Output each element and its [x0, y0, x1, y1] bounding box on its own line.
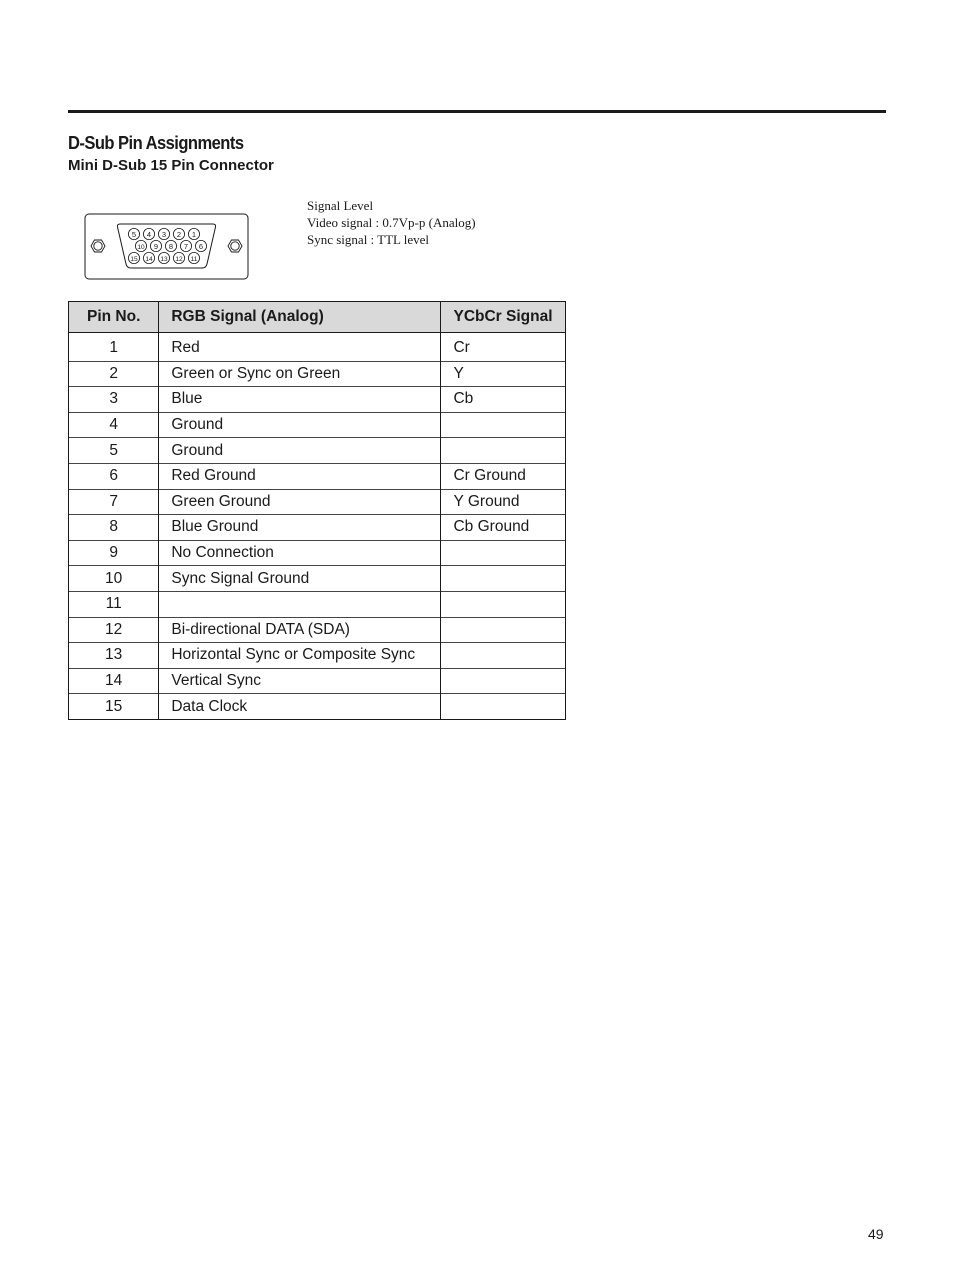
cell-rgb-signal: Blue [159, 387, 441, 413]
cell-pin-no: 7 [69, 489, 159, 515]
screw-left-icon [91, 240, 105, 252]
header-rule [68, 110, 886, 113]
table-row [69, 566, 566, 592]
connector-pin-label: 15 [130, 255, 138, 263]
cell-ycbcr-signal: Y Ground [441, 489, 566, 515]
cell-ycbcr-signal [441, 566, 566, 592]
cell-pin-no: 13 [69, 643, 159, 669]
signal-level-info [307, 197, 476, 248]
page-number: 49 [868, 1226, 884, 1242]
cell-rgb-signal: Green Ground [159, 489, 441, 515]
table-row [69, 412, 566, 438]
cell-pin-no: 11 [69, 591, 159, 617]
cell-ycbcr-signal: Cb Ground [441, 515, 566, 541]
cell-ycbcr-signal: Cr [441, 333, 566, 362]
table-row [69, 333, 566, 362]
cell-rgb-signal: Bi-directional DATA (SDA) [159, 617, 441, 643]
cell-ycbcr-signal [441, 617, 566, 643]
screw-right-icon [228, 240, 242, 252]
table-row [69, 489, 566, 515]
cell-pin-no: 8 [69, 515, 159, 541]
cell-pin-no: 10 [69, 566, 159, 592]
cell-pin-no: 9 [69, 540, 159, 566]
table-row [69, 591, 566, 617]
header-pin-no: Pin No. [69, 302, 159, 333]
cell-ycbcr-signal: Cb [441, 387, 566, 413]
table-row [69, 438, 566, 464]
video-signal-spec: Video signal : 0.7Vp-p (Analog) [307, 215, 476, 230]
cell-rgb-signal: Blue Ground [159, 515, 441, 541]
cell-rgb-signal [159, 591, 441, 617]
cell-rgb-signal: Ground [159, 412, 441, 438]
cell-rgb-signal: Sync Signal Ground [159, 566, 441, 592]
connector-pin-label: 12 [175, 255, 183, 263]
cell-ycbcr-signal: Cr Ground [441, 463, 566, 489]
cell-rgb-signal: Green or Sync on Green [159, 361, 441, 387]
signal-level-heading: Signal Level [307, 198, 374, 213]
pin-assignment-table [68, 301, 566, 720]
connector-pin-label: 14 [145, 255, 153, 263]
cell-rgb-signal: Data Clock [159, 694, 441, 720]
cell-pin-no: 4 [69, 412, 159, 438]
table-row [69, 540, 566, 566]
cell-ycbcr-signal [441, 438, 566, 464]
connector-pin-label: 10 [137, 243, 145, 251]
cell-rgb-signal: No Connection [159, 540, 441, 566]
cell-rgb-signal: Vertical Sync [159, 668, 441, 694]
sync-signal-spec: Sync signal : TTL level [307, 232, 430, 247]
table-row [69, 617, 566, 643]
cell-pin-no: 1 [69, 333, 159, 362]
table-header-row [69, 302, 566, 333]
cell-ycbcr-signal [441, 694, 566, 720]
connector-pin-label: 3 [161, 229, 167, 239]
cell-pin-no: 6 [69, 463, 159, 489]
connector-pin-label: 2 [176, 229, 182, 239]
cell-rgb-signal: Horizontal Sync or Composite Sync [159, 643, 441, 669]
cell-pin-no: 12 [69, 617, 159, 643]
table-row [69, 463, 566, 489]
cell-ycbcr-signal [441, 668, 566, 694]
connector-pin-label: 6 [198, 241, 204, 251]
table-row [69, 694, 566, 720]
cell-ycbcr-signal [441, 643, 566, 669]
header-ycbcr-signal: YCbCr Signal [441, 302, 566, 333]
section-subtitle: Mini D-Sub 15 Pin Connector [68, 157, 274, 174]
connector-pin-label: 7 [183, 241, 189, 251]
connector-pin-label: 4 [146, 229, 152, 239]
cell-pin-no: 3 [69, 387, 159, 413]
table-row [69, 643, 566, 669]
connector-pin-label: 5 [131, 229, 137, 239]
cell-pin-no: 5 [69, 438, 159, 464]
cell-pin-no: 14 [69, 668, 159, 694]
cell-rgb-signal: Red Ground [159, 463, 441, 489]
cell-ycbcr-signal [441, 591, 566, 617]
cell-pin-no: 2 [69, 361, 159, 387]
dsub-connector-diagram [84, 213, 249, 280]
connector-pin-label: 8 [168, 241, 174, 251]
cell-rgb-signal: Red [159, 333, 441, 362]
cell-ycbcr-signal: Y [441, 361, 566, 387]
table-row [69, 387, 566, 413]
connector-pin-label: 1 [191, 229, 197, 239]
section-title: D-Sub Pin Assignments [68, 133, 244, 153]
cell-pin-no: 15 [69, 694, 159, 720]
cell-ycbcr-signal [441, 412, 566, 438]
connector-pin-label: 9 [153, 241, 159, 251]
table-row [69, 361, 566, 387]
cell-ycbcr-signal [441, 540, 566, 566]
table-row [69, 668, 566, 694]
connector-pin-label: 11 [190, 255, 198, 263]
header-rgb-signal: RGB Signal (Analog) [159, 302, 441, 333]
cell-rgb-signal: Ground [159, 438, 441, 464]
connector-pin-label: 13 [160, 255, 168, 263]
table-row [69, 515, 566, 541]
